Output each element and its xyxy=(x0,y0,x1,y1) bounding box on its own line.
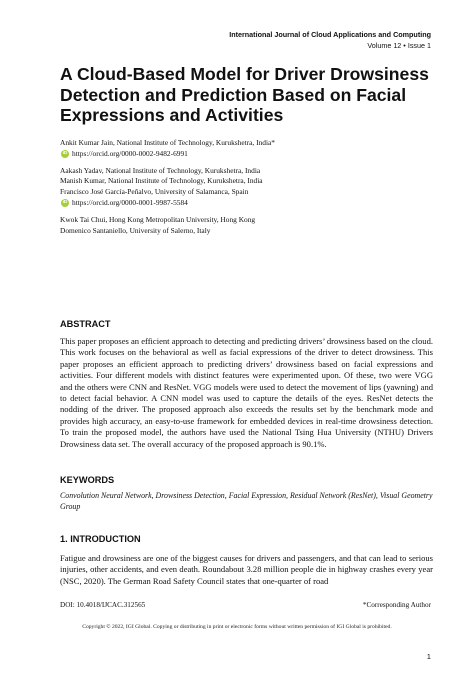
author-affiliation: Manish Kumar, National Institute of Technology, Kurukshetra, India xyxy=(60,176,263,186)
author-affiliation: Aakash Yadav, National Institute of Technology, Kurukshetra, India xyxy=(60,165,261,175)
introduction-heading: 1. INTRODUCTION xyxy=(60,534,141,544)
author-list xyxy=(60,138,440,236)
journal-header xyxy=(229,30,431,51)
author-affiliation: Domenico Santaniello, University of Salerno, Italy xyxy=(60,225,211,235)
orcid-icon: iD xyxy=(61,199,69,207)
journal-volume: Volume 12 • Issue 1 xyxy=(367,40,431,50)
keywords-text: Convolution Neural Network, Drowsiness Detection, Facial Expression, Residual Network (ResNet), Visual Geometry Group xyxy=(60,491,433,512)
author-affiliation: Kwok Tai Chui, Hong Kong Metropolitan University, Hong Kong xyxy=(60,214,256,224)
orcid-link[interactable] xyxy=(60,149,440,160)
orcid-icon: iD xyxy=(61,150,69,158)
orcid-url[interactable]: https://orcid.org/0000-0001-9987-5584 xyxy=(72,197,188,207)
page-number: 1 xyxy=(426,652,431,661)
journal-name: International Journal of Cloud Applications and Computing xyxy=(229,30,431,39)
author-affiliation: Ankit Kumar Jain, National Institute of Technology, Kurukshetra, India* xyxy=(60,138,275,147)
copyright-notice: Copyright © 2022, IGI Global. Copying or distributing in print or electronic forms without written permission of IGI Global is prohibited. xyxy=(82,624,392,630)
author-affiliation: Francisco José García-Peñalvo, University of Salamanca, Spain xyxy=(60,187,249,197)
orcid-link[interactable] xyxy=(60,198,440,209)
abstract-text: This paper proposes an efficient approach to detecting and predicting drivers’ drowsiness based on the cloud. This work focuses on the behavioral as well as facial expressions of the driver to detect drowsiness. This paper proposes an efficient approach to predicting drivers’ drowsiness based on facial expressions and activities. Four different models with distinct features were experimented upon. Of these, two were VGG and the others were CNN and ResNet. VGG models were used to detect the movement of lips (yawning) and to detect facial behavior. A CNN model was used to capture the details of the eyes. ResNet detects the nodding of the driver. The proposed approach also exceeds the results set by the benchmark mode and provides high accuracy, an easy-to-use framework for embedded devices in real-time drowsiness detection. To train the proposed model, the authors have used the National Tsing Hua University (NTHU) Drivers Drowsiness data set. The overall accuracy of the proposed approach is 90.1%. xyxy=(60,336,433,449)
orcid-url[interactable]: https://orcid.org/0000-0002-9482-6991 xyxy=(72,148,188,158)
doi-label: DOI: 10.4018/IJCAC.312565 xyxy=(60,601,146,609)
introduction-text: Fatigue and drowsiness are one of the biggest causes for drivers and passengers, and that can lead to serious injuries, other accidents, and even death. Roundabout 3.28 million people die in highway crashes every year (NSC, 2020). The German Road Safety Council states that one-quarter of road xyxy=(60,553,433,586)
paper-title: A Cloud-Based Model for Driver Drowsiness Detection and Prediction Based on Facial Expressions and Activities xyxy=(60,64,429,125)
keywords-heading: KEYWORDS xyxy=(60,475,115,485)
abstract-heading: ABSTRACT xyxy=(60,319,111,329)
corresponding-author-note: *Corresponding Author xyxy=(362,601,431,609)
